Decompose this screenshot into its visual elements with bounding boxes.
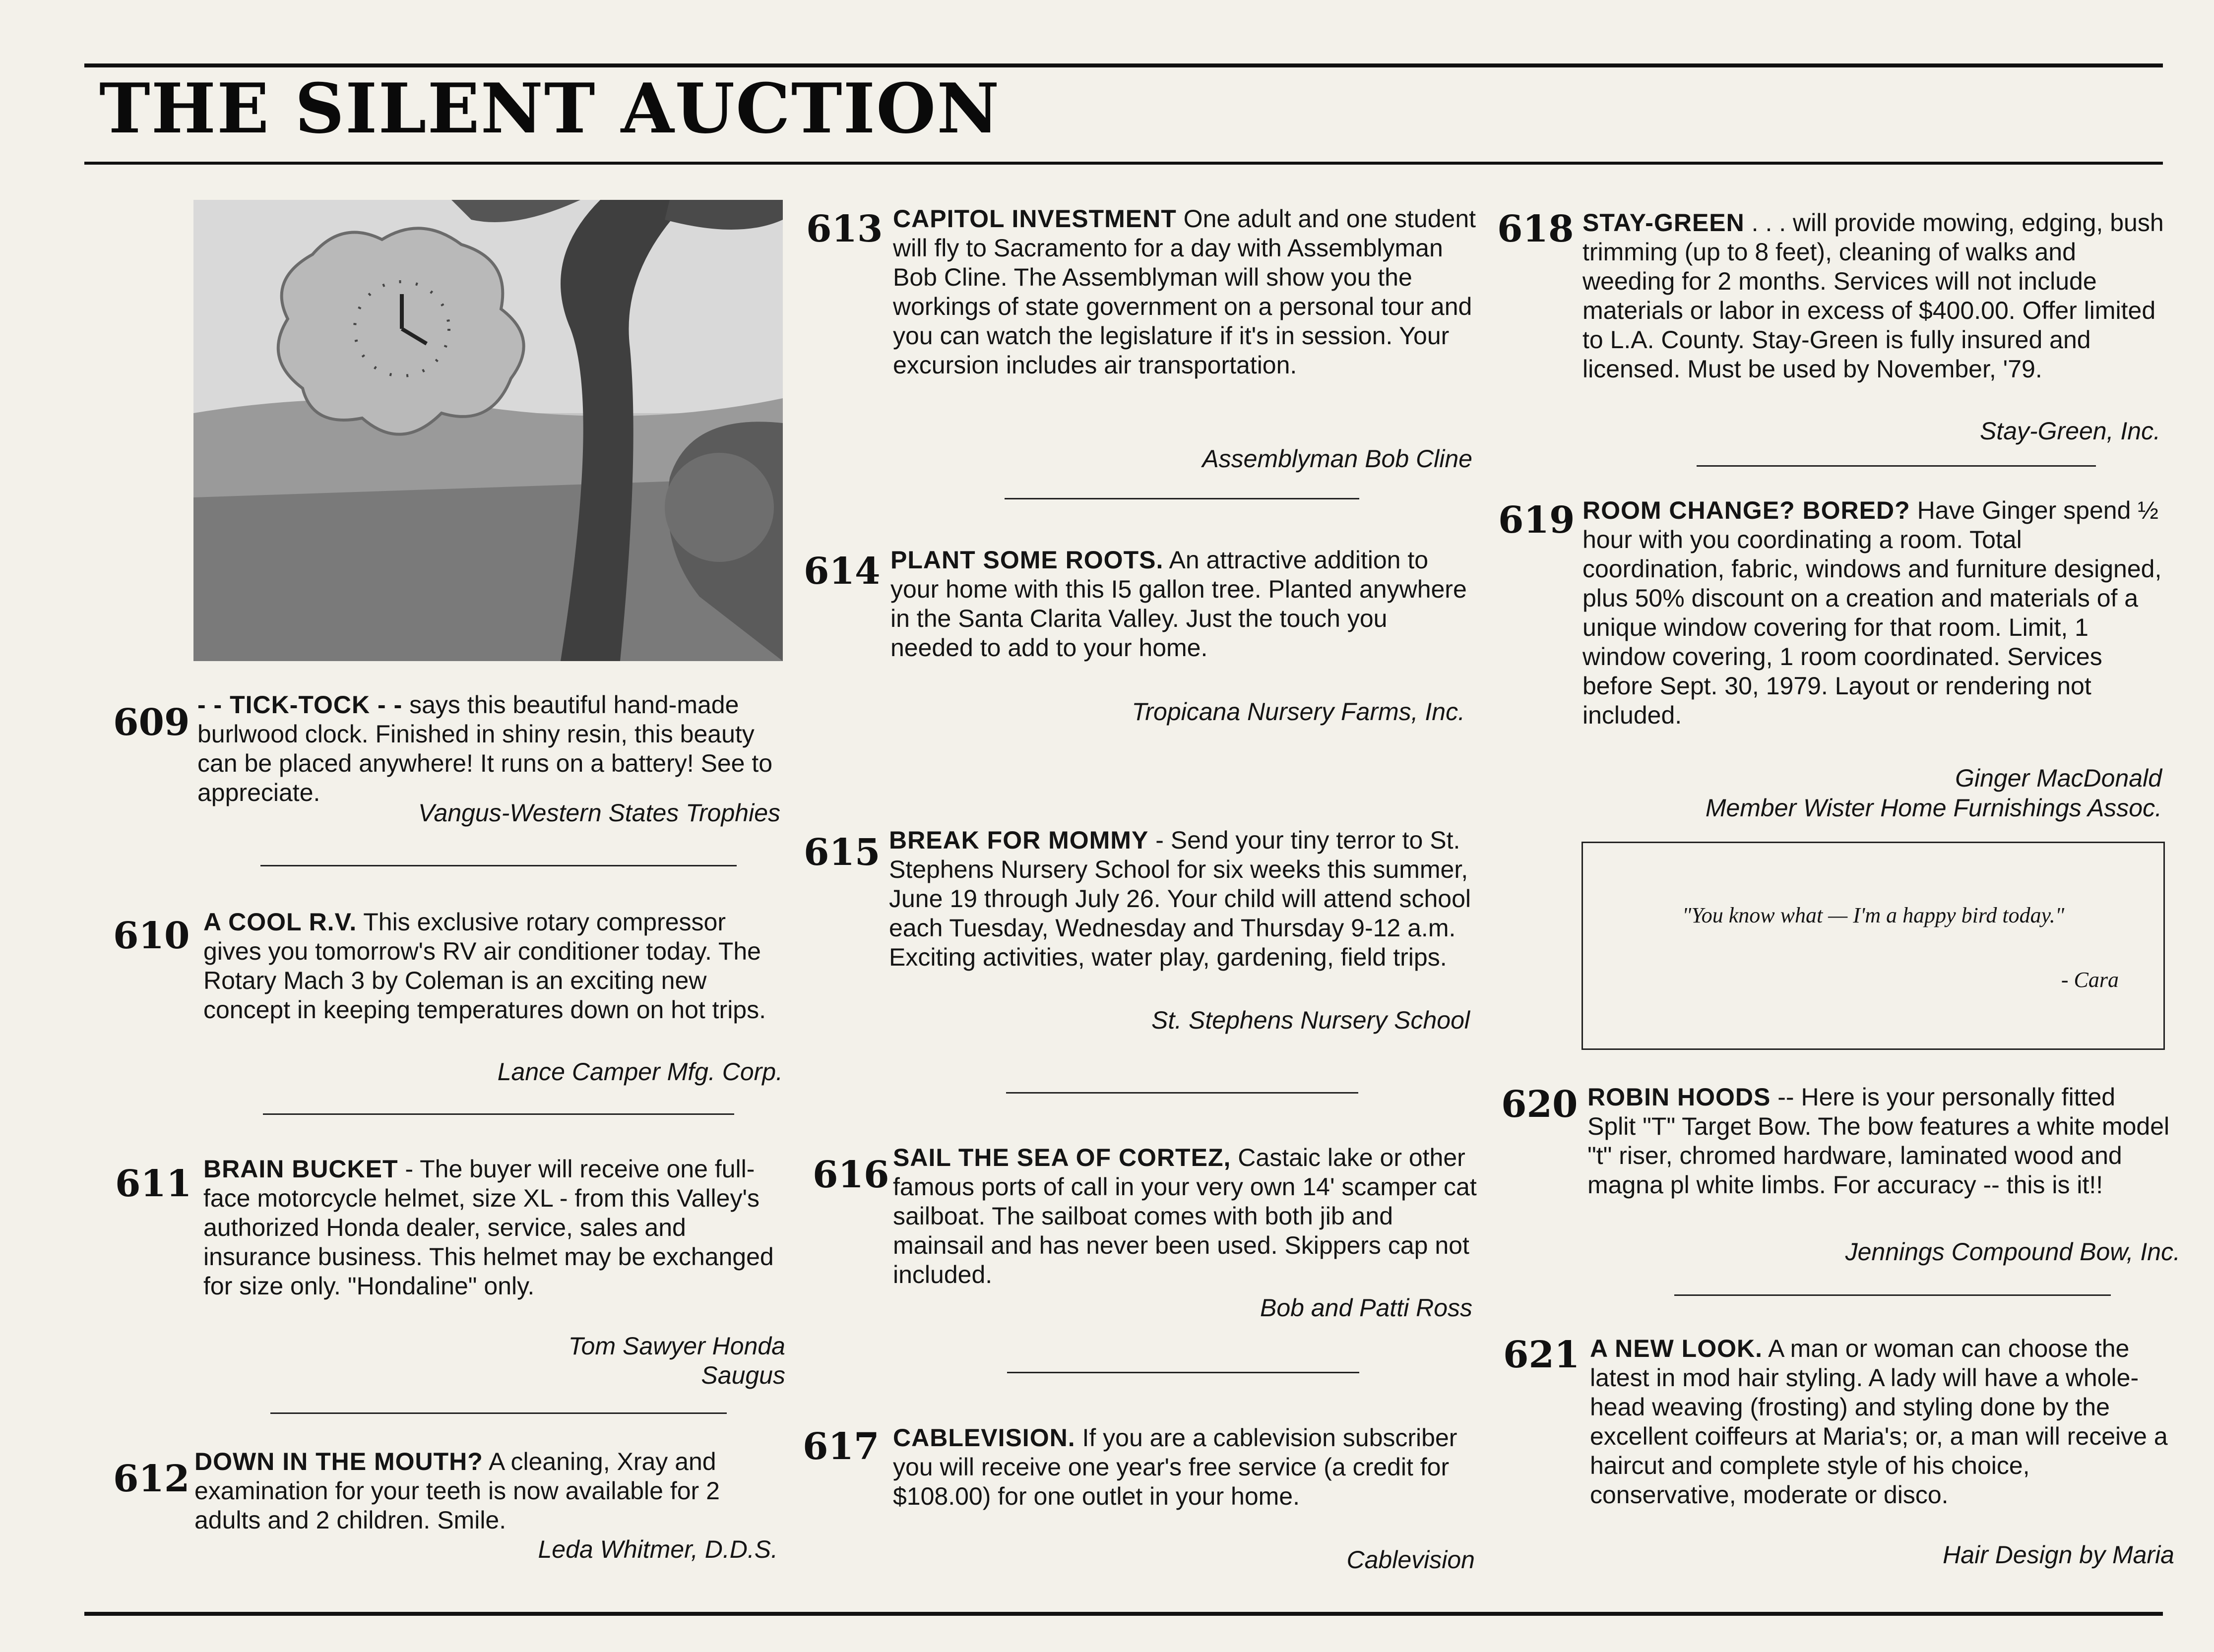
item-heading: STAY-GREEN xyxy=(1582,209,1745,237)
item-text: . . . will provide mowing, edging, bush trimming (up to 8 feet), cleaning of walks and weeding for 2 months. Services will not include materials or labor in excess of $400.00. Offer limited to L.A. County. Stay-Green is fully insured and licensed. Must be used by November, '79. xyxy=(1582,209,2164,383)
item-text: -- Here is your personally fitted Split "T" Target Bow. The bow features a white model "t" riser, chromed hardware, laminated wood and magna pl white limbs. For accuracy -- this is it!! xyxy=(1587,1083,2170,1199)
page-title: THE SILENT AUCTION xyxy=(99,68,1001,149)
separator xyxy=(260,865,737,866)
item-donor: Lance Camper Mfg. Corp. xyxy=(497,1058,783,1086)
item-text: Have Ginger spend ½ hour with you coordinating a room. Total coordination, fabric, windows and furniture designed, plus 50% discount on a creation and materials of a unique window covering for that room. Limit, 1 window covering, 1 room coordinated. Services before Sept. 30, 1979. Layout or rendering not included. xyxy=(1582,496,2162,729)
item-number: 614 xyxy=(804,550,881,593)
item-donor: Vangus-Western States Trophies xyxy=(418,799,780,827)
item-heading: DOWN IN THE MOUTH? xyxy=(194,1448,483,1475)
item-donor-location: Saugus xyxy=(701,1361,785,1389)
item-text: - The buyer will receive one full-face motorcycle helmet, size XL - from this Valley's authorized Honda dealer, service, sales and insurance business. This helmet may be exchanged for size only. "Hondaline" only. xyxy=(203,1155,774,1300)
item-number: 620 xyxy=(1501,1083,1578,1126)
separator xyxy=(1007,1372,1359,1373)
item-616 xyxy=(893,1143,1478,1289)
item-donor: Stay-Green, Inc. xyxy=(1979,417,2160,445)
item-donor: Jennings Compound Bow, Inc. xyxy=(1845,1238,2180,1266)
separator xyxy=(1674,1294,2111,1296)
item-text: If you are a cablevision subscriber you will receive one year's free service (a credit for $108.00) for one outlet in your home. xyxy=(893,1424,1457,1510)
item-heading: SAIL THE SEA OF CORTEZ, xyxy=(893,1144,1231,1171)
item-heading: A COOL R.V. xyxy=(203,908,357,936)
item-donor: Tropicana Nursery Farms, Inc. xyxy=(1132,698,1465,726)
item-615 xyxy=(889,826,1474,972)
item-text: says this beautiful hand-made burlwood clock. Finished in shiny resin, this beauty can be placed anywhere! It runs on a battery! See to appreciate. xyxy=(197,691,773,806)
item-donor: Bob and Patti Ross xyxy=(1260,1294,1472,1322)
item-heading: BREAK FOR MOMMY xyxy=(889,826,1149,854)
item-number: 621 xyxy=(1503,1334,1580,1376)
item-610 xyxy=(203,908,784,1025)
quote-box xyxy=(1581,842,2165,1050)
separator xyxy=(270,1412,727,1414)
item-donor: Leda Whitmer, D.D.S. xyxy=(538,1535,778,1563)
item-heading: CABLEVISION. xyxy=(893,1424,1075,1452)
item-number: 618 xyxy=(1497,208,1574,250)
item-text: A man or woman can choose the latest in mod hair styling. A lady will have a whole-head weaving (frosting) and styling done by the excellent coiffeurs at Maria's; or, a man will receive a haircut and complete style of his choice, conservative, moderate or disco. xyxy=(1590,1335,2168,1509)
quote-text: "You know what — I'm a happy bird today." xyxy=(1682,903,2065,927)
item-heading: CAPITOL INVESTMENT xyxy=(893,205,1177,233)
title-underline xyxy=(84,162,2163,165)
item-number: 610 xyxy=(113,915,190,957)
item-text: Castaic lake or other famous ports of call in your very own 14' scamper cat sailboat. The sailboat comes with both jib and mainsail and has never been used. Skippers cap not included. xyxy=(893,1144,1477,1288)
item-text: A cleaning, Xray and examination for your teeth is now available for 2 adults and 2 children. Smile. xyxy=(194,1448,720,1534)
item-donor-affiliation: Member Wister Home Furnishings Assoc. xyxy=(1705,794,2162,822)
item-number: 612 xyxy=(113,1458,190,1500)
burlwood-clock-shape xyxy=(278,228,524,434)
item-614 xyxy=(890,546,1476,663)
item-number: 611 xyxy=(115,1163,192,1205)
item-donor: Tom Sawyer Honda xyxy=(568,1332,785,1360)
item-text: One adult and one student will fly to Sacramento for a day with Assemblyman Bob Cline. The Assemblyman will show you the workings of state government on a personal tour and you can watch the legislature if it's in session. Your excursion includes air transportation. xyxy=(893,205,1476,379)
item-donor: St. Stephens Nursery School xyxy=(1151,1006,1470,1034)
separator xyxy=(263,1113,734,1115)
item-text: This exclusive rotary compressor gives you tomorrow's RV air conditioner today. The Rotary Mach 3 by Coleman is an exciting new concept in keeping temperatures down on hot trips. xyxy=(203,908,766,1024)
item-618 xyxy=(1582,208,2168,384)
item-donor: Cablevision xyxy=(1346,1546,1475,1574)
item-text: An attractive addition to your home with this I5 gallon tree. Planted anywhere in the Santa Clarita Valley. Just the touch you needed to add to your home. xyxy=(890,546,1467,662)
item-621 xyxy=(1590,1334,2168,1510)
separator xyxy=(1006,1092,1358,1094)
item-number: 615 xyxy=(804,831,881,874)
item-612 xyxy=(194,1447,780,1535)
item-heading: A NEW LOOK. xyxy=(1590,1335,1763,1362)
item-text: - Send your tiny terror to St. Stephens Nursery School for six weeks this summer, June 19 through July 26. Your child will attend school each Tuesday, Wednesday and Thursday 9-12 a.m. Exciting activities, water play, gardening, field trips. xyxy=(889,826,1471,971)
item-620 xyxy=(1587,1083,2170,1200)
item-613 xyxy=(893,204,1478,380)
item-donor: Ginger MacDonald xyxy=(1955,764,2162,792)
top-rule xyxy=(84,63,2163,67)
bottom-rule xyxy=(84,1612,2163,1616)
item-heading: ROOM CHANGE? BORED? xyxy=(1582,496,1910,524)
item-heading: PLANT SOME ROOTS. xyxy=(890,546,1164,574)
item-609 xyxy=(197,690,788,807)
item-611 xyxy=(203,1155,784,1301)
item-617 xyxy=(893,1423,1478,1511)
item-number: 619 xyxy=(1498,499,1575,542)
item-donor: Hair Design by Maria xyxy=(1943,1541,2174,1569)
item-donor: Assemblyman Bob Cline xyxy=(1202,445,1472,473)
item-number: 613 xyxy=(806,208,883,250)
item-number: 616 xyxy=(813,1154,889,1196)
item-number: 609 xyxy=(113,701,190,744)
item-619 xyxy=(1582,496,2168,730)
clock-photo xyxy=(193,200,783,661)
quote-author: - Cara xyxy=(2061,968,2119,992)
separator xyxy=(1697,465,2096,467)
separator xyxy=(1005,498,1359,499)
item-heading: ROBIN HOODS xyxy=(1587,1083,1771,1111)
item-heading: BRAIN BUCKET xyxy=(203,1155,398,1183)
item-heading: - - TICK-TOCK - - xyxy=(197,691,403,719)
item-number: 617 xyxy=(803,1425,880,1468)
